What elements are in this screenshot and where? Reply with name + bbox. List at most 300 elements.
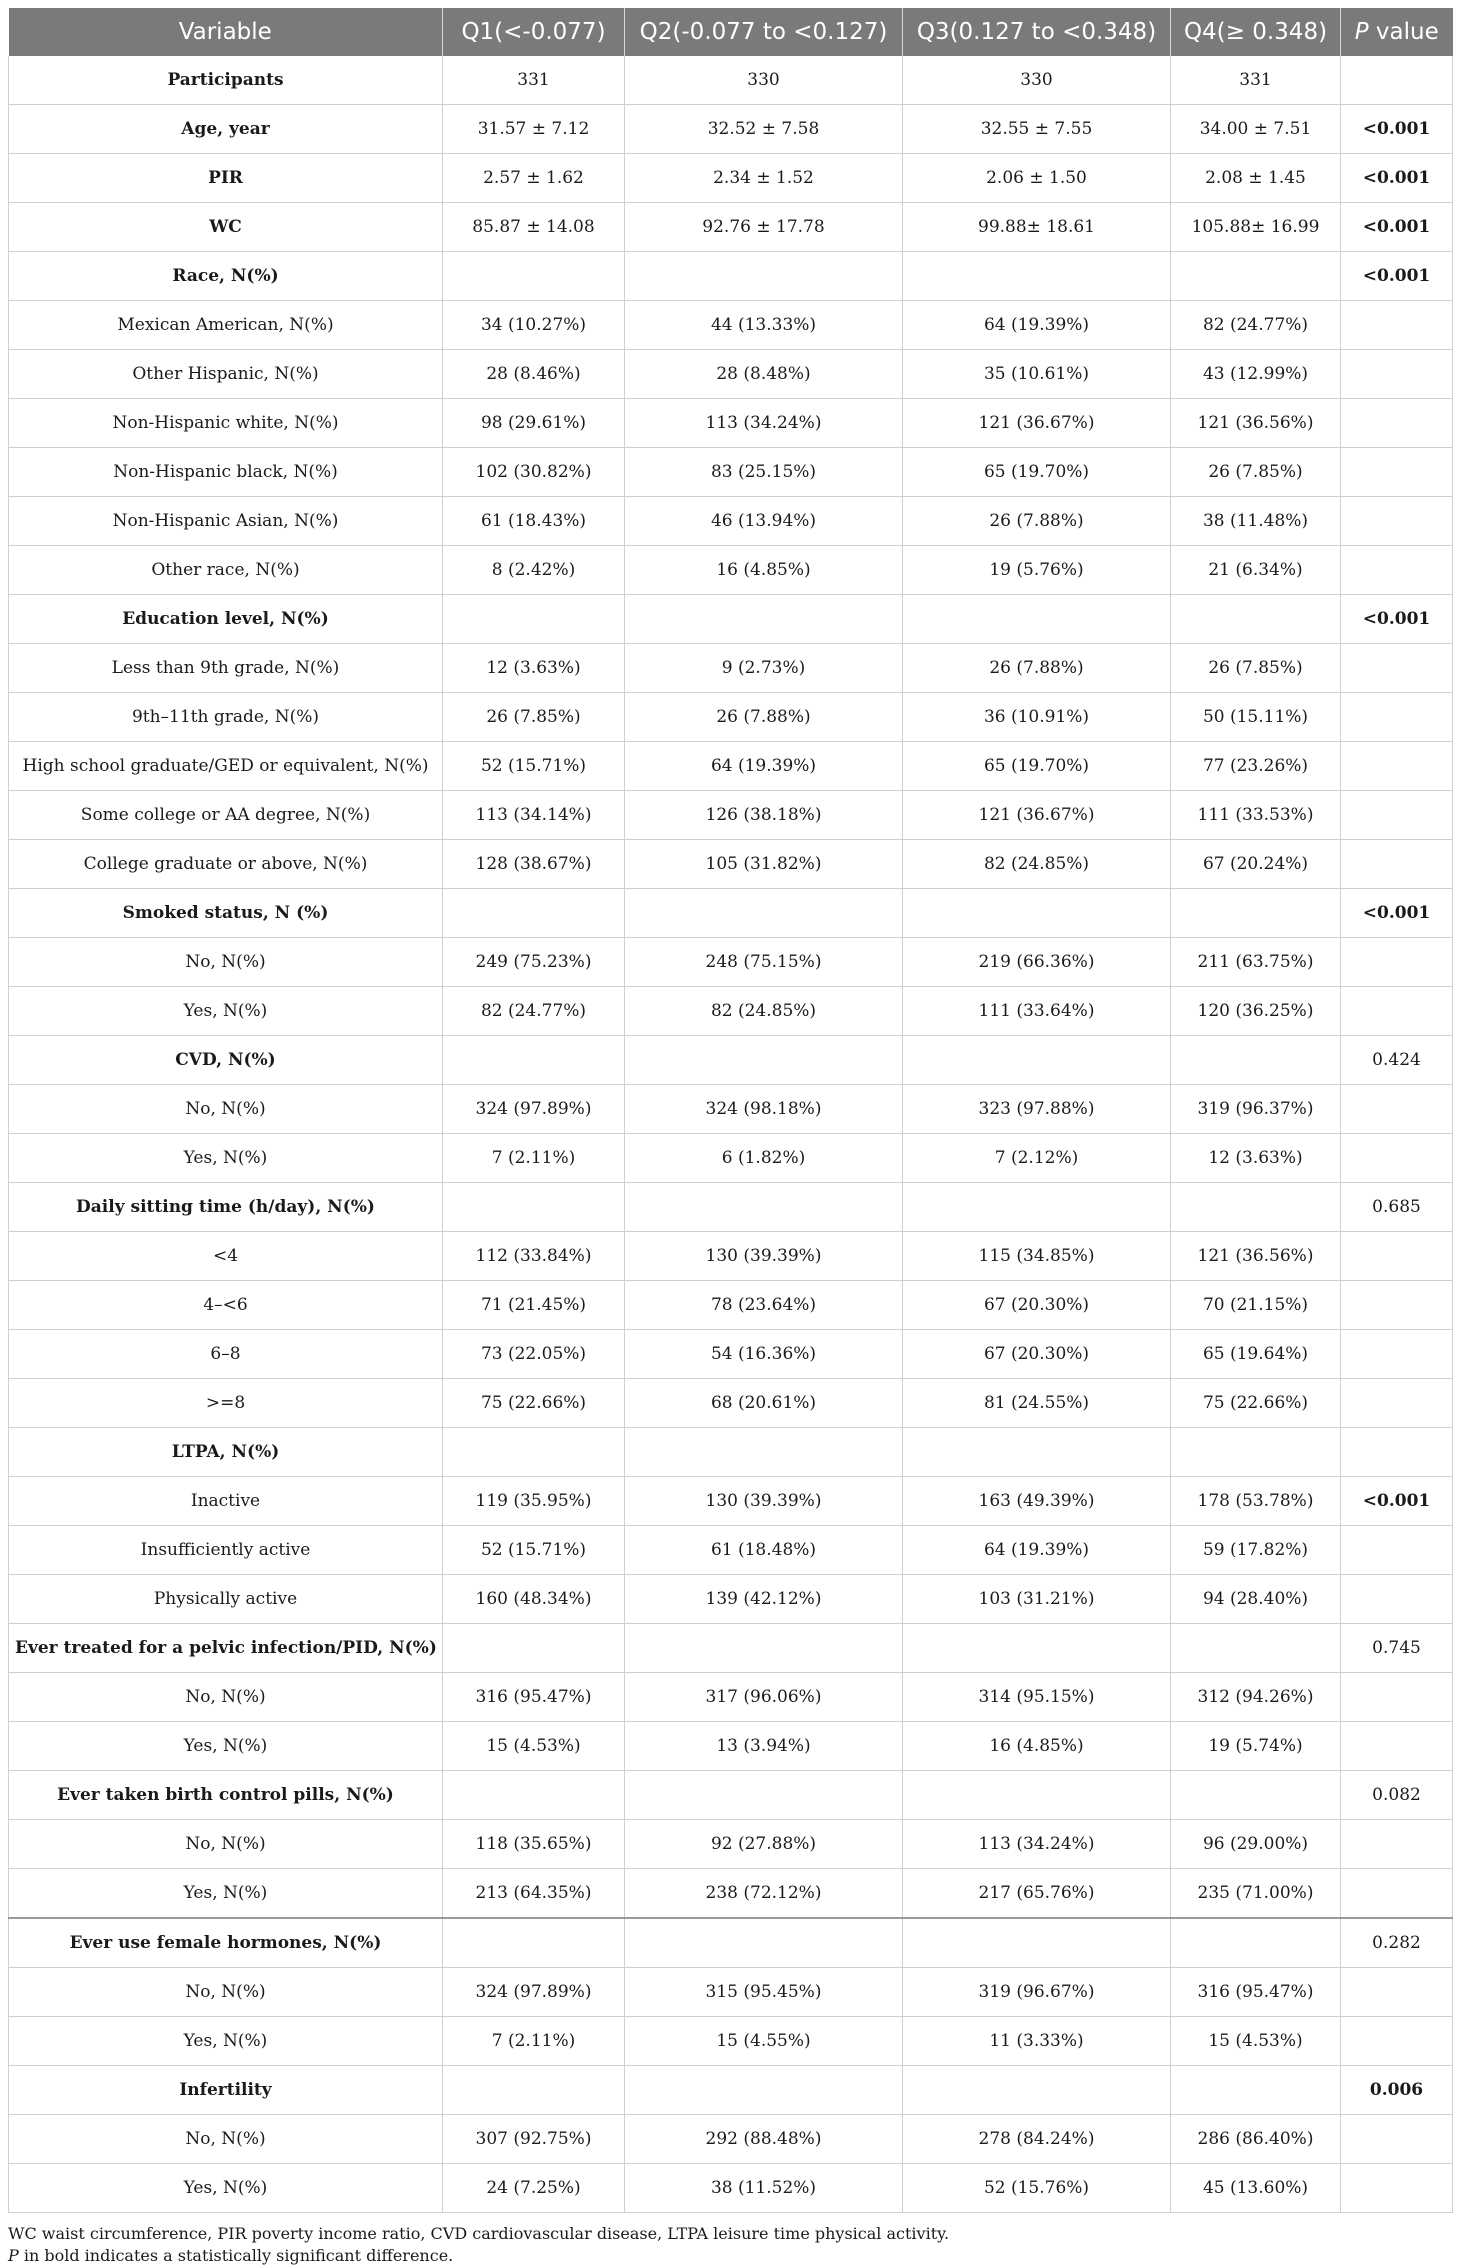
cell-q1: 119 (35.95%) [443, 1477, 625, 1526]
cell-q1 [443, 2066, 625, 2115]
table-row [9, 1722, 1453, 1771]
cell-q4: 316 (95.47%) [1171, 1968, 1341, 2017]
cell-q2: 64 (19.39%) [625, 742, 903, 791]
table-row [9, 693, 1453, 742]
table-body [9, 56, 1453, 2213]
cell-q3: 217 (65.76%) [903, 1869, 1171, 1919]
cell-q3: 26 (7.88%) [903, 497, 1171, 546]
cell-q2: 315 (95.45%) [625, 1968, 903, 2017]
cell-q2: 139 (42.12%) [625, 1575, 903, 1624]
cell-p-value [1341, 987, 1453, 1036]
cell-q1: 98 (29.61%) [443, 399, 625, 448]
cell-q3: 36 (10.91%) [903, 693, 1171, 742]
cell-p-value: 0.685 [1341, 1183, 1453, 1232]
row-label: Inactive [9, 1477, 443, 1526]
cell-q1: 28 (8.46%) [443, 350, 625, 399]
cell-p-value [1341, 1526, 1453, 1575]
cell-q1: 2.57 ± 1.62 [443, 154, 625, 203]
table-row [9, 1869, 1453, 1919]
cell-q2 [625, 1918, 903, 1968]
table-row [9, 448, 1453, 497]
cell-q1 [443, 1183, 625, 1232]
cell-q4: 105.88± 16.99 [1171, 203, 1341, 252]
cell-q2 [625, 595, 903, 644]
cell-q1: 26 (7.85%) [443, 693, 625, 742]
cell-p-value [1341, 1330, 1453, 1379]
cell-q4: 82 (24.77%) [1171, 301, 1341, 350]
row-label: Yes, N(%) [9, 1869, 443, 1919]
cell-q3: 11 (3.33%) [903, 2017, 1171, 2066]
cell-p-value [1341, 693, 1453, 742]
row-label: <4 [9, 1232, 443, 1281]
cell-q1: 112 (33.84%) [443, 1232, 625, 1281]
table-group-row [9, 105, 1453, 154]
table-row [9, 350, 1453, 399]
cell-q3: 67 (20.30%) [903, 1330, 1171, 1379]
cell-p-value [1341, 399, 1453, 448]
row-label: 4–<6 [9, 1281, 443, 1330]
cell-p-value: <0.001 [1341, 252, 1453, 301]
row-label: High school graduate/GED or equivalent, N(%) [9, 742, 443, 791]
table-group-row [9, 1183, 1453, 1232]
cell-q2 [625, 1428, 903, 1477]
row-label: Other race, N(%) [9, 546, 443, 595]
table-row [9, 1526, 1453, 1575]
footnote-significance-text: in bold indicates a statistically significant difference. [18, 2246, 454, 2265]
cell-q3: 16 (4.85%) [903, 1722, 1171, 1771]
cell-q1 [443, 1771, 625, 1820]
row-label: Mexican American, N(%) [9, 301, 443, 350]
cell-q2: 292 (88.48%) [625, 2115, 903, 2164]
cell-q2 [625, 1183, 903, 1232]
cell-p-value: <0.001 [1341, 595, 1453, 644]
cell-q4: 19 (5.74%) [1171, 1722, 1341, 1771]
cell-q4: 26 (7.85%) [1171, 448, 1341, 497]
cell-q1: 52 (15.71%) [443, 1526, 625, 1575]
cell-q3: 65 (19.70%) [903, 448, 1171, 497]
table-row [9, 840, 1453, 889]
cell-q1: 8 (2.42%) [443, 546, 625, 595]
cell-p-value [1341, 1232, 1453, 1281]
cell-q2: 130 (39.39%) [625, 1232, 903, 1281]
cell-p-value: 0.424 [1341, 1036, 1453, 1085]
cell-q2: 330 [625, 56, 903, 105]
cell-q4: 26 (7.85%) [1171, 644, 1341, 693]
table-row [9, 1379, 1453, 1428]
cell-q4: 38 (11.48%) [1171, 497, 1341, 546]
cell-p-value: <0.001 [1341, 154, 1453, 203]
cell-p-value: 0.745 [1341, 1624, 1453, 1673]
table-group-row [9, 595, 1453, 644]
cell-q2: 26 (7.88%) [625, 693, 903, 742]
cell-q3: 65 (19.70%) [903, 742, 1171, 791]
cell-q1: 249 (75.23%) [443, 938, 625, 987]
row-label: Yes, N(%) [9, 987, 443, 1036]
row-label: Race, N(%) [9, 252, 443, 301]
cell-q2 [625, 1624, 903, 1673]
header-p-italic: P [1354, 19, 1369, 45]
cell-p-value [1341, 301, 1453, 350]
cell-q3 [903, 1918, 1171, 1968]
cell-q2: 238 (72.12%) [625, 1869, 903, 1919]
cell-q3: 64 (19.39%) [903, 301, 1171, 350]
table-row [9, 399, 1453, 448]
row-label: No, N(%) [9, 938, 443, 987]
cell-q3 [903, 1036, 1171, 1085]
cell-q3: 319 (96.67%) [903, 1968, 1171, 2017]
cell-q1: 307 (92.75%) [443, 2115, 625, 2164]
cell-q1: 128 (38.67%) [443, 840, 625, 889]
cell-q2: 32.52 ± 7.58 [625, 105, 903, 154]
cell-p-value [1341, 840, 1453, 889]
cell-q3: 2.06 ± 1.50 [903, 154, 1171, 203]
row-label: Yes, N(%) [9, 2164, 443, 2213]
cell-q4 [1171, 1183, 1341, 1232]
header-p-value [1341, 8, 1453, 56]
cell-q4: 21 (6.34%) [1171, 546, 1341, 595]
cell-p-value: <0.001 [1341, 1477, 1453, 1526]
cell-q1: 61 (18.43%) [443, 497, 625, 546]
row-label: Ever treated for a pelvic infection/PID, N(%) [9, 1624, 443, 1673]
row-label: Other Hispanic, N(%) [9, 350, 443, 399]
cell-q4: 2.08 ± 1.45 [1171, 154, 1341, 203]
cell-q2: 54 (16.36%) [625, 1330, 903, 1379]
cell-q1 [443, 1624, 625, 1673]
cell-q4: 120 (36.25%) [1171, 987, 1341, 1036]
cell-q2: 44 (13.33%) [625, 301, 903, 350]
cell-q2: 46 (13.94%) [625, 497, 903, 546]
header-q3: Q3(0.127 to <0.348) [903, 8, 1171, 56]
cell-q3: 7 (2.12%) [903, 1134, 1171, 1183]
cell-q3: 330 [903, 56, 1171, 105]
cell-p-value: 0.282 [1341, 1918, 1453, 1968]
table-row [9, 1575, 1453, 1624]
cell-q4: 111 (33.53%) [1171, 791, 1341, 840]
row-label: College graduate or above, N(%) [9, 840, 443, 889]
table-row [9, 546, 1453, 595]
cell-q4: 286 (86.40%) [1171, 2115, 1341, 2164]
cell-q4: 96 (29.00%) [1171, 1820, 1341, 1869]
cell-q4: 50 (15.11%) [1171, 693, 1341, 742]
cell-q1: 24 (7.25%) [443, 2164, 625, 2213]
table-row [9, 301, 1453, 350]
header-q2: Q2(-0.077 to <0.127) [625, 8, 903, 56]
cell-p-value [1341, 1281, 1453, 1330]
table-row [9, 2017, 1453, 2066]
cell-p-value [1341, 350, 1453, 399]
cell-q3: 115 (34.85%) [903, 1232, 1171, 1281]
table-row [9, 1330, 1453, 1379]
row-label: Yes, N(%) [9, 1134, 443, 1183]
table-row [9, 1134, 1453, 1183]
cell-q4 [1171, 1624, 1341, 1673]
cell-q4 [1171, 252, 1341, 301]
cell-q3: 99.88± 18.61 [903, 203, 1171, 252]
cell-q1: 213 (64.35%) [443, 1869, 625, 1919]
cell-q4 [1171, 1771, 1341, 1820]
cell-p-value: 0.006 [1341, 2066, 1453, 2115]
cell-p-value [1341, 2017, 1453, 2066]
cell-q4: 121 (36.56%) [1171, 399, 1341, 448]
table-row [9, 2115, 1453, 2164]
cell-q1: 316 (95.47%) [443, 1673, 625, 1722]
cell-q2: 126 (38.18%) [625, 791, 903, 840]
cell-q1: 331 [443, 56, 625, 105]
table-row [9, 987, 1453, 1036]
cell-q1: 15 (4.53%) [443, 1722, 625, 1771]
cell-q3 [903, 1428, 1171, 1477]
cell-q1: 118 (35.65%) [443, 1820, 625, 1869]
cell-q3: 113 (34.24%) [903, 1820, 1171, 1869]
cell-q2: 78 (23.64%) [625, 1281, 903, 1330]
cell-q4: 235 (71.00%) [1171, 1869, 1341, 1919]
cell-q2: 9 (2.73%) [625, 644, 903, 693]
cell-q1: 7 (2.11%) [443, 2017, 625, 2066]
table-group-row [9, 1428, 1453, 1477]
cell-q4 [1171, 1428, 1341, 1477]
header-q1: Q1(<-0.077) [443, 8, 625, 56]
table-row [9, 1820, 1453, 1869]
cell-q2 [625, 252, 903, 301]
cell-q4: 34.00 ± 7.51 [1171, 105, 1341, 154]
row-label: No, N(%) [9, 1968, 443, 2017]
row-label: Ever taken birth control pills, N(%) [9, 1771, 443, 1820]
cell-p-value [1341, 1820, 1453, 1869]
cell-q2: 317 (96.06%) [625, 1673, 903, 1722]
cell-p-value [1341, 742, 1453, 791]
cell-q4: 331 [1171, 56, 1341, 105]
cell-q3 [903, 2066, 1171, 2115]
cell-q1: 75 (22.66%) [443, 1379, 625, 1428]
cell-q4: 75 (22.66%) [1171, 1379, 1341, 1428]
table-group-row [9, 1918, 1453, 1968]
cell-p-value [1341, 1379, 1453, 1428]
table-group-row [9, 1036, 1453, 1085]
cell-q3: 32.55 ± 7.55 [903, 105, 1171, 154]
cell-q3: 64 (19.39%) [903, 1526, 1171, 1575]
table-row [9, 938, 1453, 987]
cell-p-value [1341, 497, 1453, 546]
table-row [9, 2164, 1453, 2213]
cell-q4: 178 (53.78%) [1171, 1477, 1341, 1526]
cell-q3: 81 (24.55%) [903, 1379, 1171, 1428]
cell-p-value [1341, 1968, 1453, 2017]
cell-q2 [625, 1036, 903, 1085]
row-label: Physically active [9, 1575, 443, 1624]
cell-p-value [1341, 791, 1453, 840]
cell-p-value [1341, 2115, 1453, 2164]
cell-p-value [1341, 1428, 1453, 1477]
cell-p-value [1341, 1673, 1453, 1722]
cell-q3: 323 (97.88%) [903, 1085, 1171, 1134]
cell-q1: 31.57 ± 7.12 [443, 105, 625, 154]
cell-q1 [443, 252, 625, 301]
cell-q3 [903, 595, 1171, 644]
cell-q3: 219 (66.36%) [903, 938, 1171, 987]
row-label: No, N(%) [9, 1673, 443, 1722]
cell-q4 [1171, 595, 1341, 644]
cell-q2: 324 (98.18%) [625, 1085, 903, 1134]
cell-q2: 68 (20.61%) [625, 1379, 903, 1428]
cell-q2: 16 (4.85%) [625, 546, 903, 595]
cell-q1 [443, 595, 625, 644]
cell-q3 [903, 1771, 1171, 1820]
table-header-row [9, 8, 1453, 56]
cell-q2: 83 (25.15%) [625, 448, 903, 497]
cell-q4: 45 (13.60%) [1171, 2164, 1341, 2213]
cell-q2 [625, 889, 903, 938]
cell-q4: 211 (63.75%) [1171, 938, 1341, 987]
cell-p-value: <0.001 [1341, 889, 1453, 938]
cell-p-value: <0.001 [1341, 203, 1453, 252]
cell-q3 [903, 889, 1171, 938]
cell-q3: 67 (20.30%) [903, 1281, 1171, 1330]
cell-q4: 15 (4.53%) [1171, 2017, 1341, 2066]
row-label: Age, year [9, 105, 443, 154]
cell-q3: 35 (10.61%) [903, 350, 1171, 399]
row-label: Daily sitting time (h/day), N(%) [9, 1183, 443, 1232]
cell-q1: 113 (34.14%) [443, 791, 625, 840]
cell-q2: 105 (31.82%) [625, 840, 903, 889]
cell-q4 [1171, 1036, 1341, 1085]
cell-q4: 77 (23.26%) [1171, 742, 1341, 791]
row-label: Participants [9, 56, 443, 105]
cell-p-value [1341, 546, 1453, 595]
table-row [9, 791, 1453, 840]
cell-p-value [1341, 56, 1453, 105]
cell-q3: 82 (24.85%) [903, 840, 1171, 889]
cell-q3 [903, 1183, 1171, 1232]
row-label: WC [9, 203, 443, 252]
table-row [9, 1281, 1453, 1330]
cell-q3: 278 (84.24%) [903, 2115, 1171, 2164]
cell-p-value [1341, 448, 1453, 497]
table-group-row [9, 1771, 1453, 1820]
row-label: 6–8 [9, 1330, 443, 1379]
table-row [9, 644, 1453, 693]
cell-q4: 312 (94.26%) [1171, 1673, 1341, 1722]
table-row [9, 1968, 1453, 2017]
cell-q3: 52 (15.76%) [903, 2164, 1171, 2213]
row-label: Ever use female hormones, N(%) [9, 1918, 443, 1968]
cell-p-value: 0.082 [1341, 1771, 1453, 1820]
table-row [9, 497, 1453, 546]
cell-q2: 82 (24.85%) [625, 987, 903, 1036]
cell-q2 [625, 2066, 903, 2115]
table-group-row [9, 154, 1453, 203]
table-group-row [9, 56, 1453, 105]
cell-q1 [443, 1036, 625, 1085]
cell-q3 [903, 1624, 1171, 1673]
cell-q1: 324 (97.89%) [443, 1085, 625, 1134]
row-label: Less than 9th grade, N(%) [9, 644, 443, 693]
cell-q1: 52 (15.71%) [443, 742, 625, 791]
cell-q1: 71 (21.45%) [443, 1281, 625, 1330]
cell-q2 [625, 1771, 903, 1820]
cell-q1: 324 (97.89%) [443, 1968, 625, 2017]
cell-q3: 314 (95.15%) [903, 1673, 1171, 1722]
footnote-significance [8, 2245, 1452, 2267]
cell-p-value [1341, 938, 1453, 987]
table-row [9, 1232, 1453, 1281]
footnote-abbreviations: WC waist circumference, PIR poverty income ratio, CVD cardiovascular disease, LTPA leisure time physical activity. [8, 2224, 950, 2243]
row-label: Some college or AA degree, N(%) [9, 791, 443, 840]
cell-q3: 103 (31.21%) [903, 1575, 1171, 1624]
row-label: Education level, N(%) [9, 595, 443, 644]
cell-p-value [1341, 1134, 1453, 1183]
row-label: Yes, N(%) [9, 1722, 443, 1771]
table-row [9, 742, 1453, 791]
cell-q4: 94 (28.40%) [1171, 1575, 1341, 1624]
table-footnotes [8, 2223, 1452, 2267]
table-row [9, 1085, 1453, 1134]
table-container [8, 8, 1452, 2267]
row-label: Yes, N(%) [9, 2017, 443, 2066]
cell-q3: 111 (33.64%) [903, 987, 1171, 1036]
cell-q4: 65 (19.64%) [1171, 1330, 1341, 1379]
table-group-row [9, 889, 1453, 938]
table-row [9, 1673, 1453, 1722]
table-group-row [9, 252, 1453, 301]
cell-p-value [1341, 1085, 1453, 1134]
footnote-p-italic: P [8, 2246, 19, 2265]
cell-p-value [1341, 2164, 1453, 2213]
row-label: PIR [9, 154, 443, 203]
cell-q1: 102 (30.82%) [443, 448, 625, 497]
row-label: Insufficiently active [9, 1526, 443, 1575]
cell-q4: 121 (36.56%) [1171, 1232, 1341, 1281]
cell-q3: 163 (49.39%) [903, 1477, 1171, 1526]
table-group-row [9, 1624, 1453, 1673]
cell-p-value [1341, 1575, 1453, 1624]
cell-q3: 121 (36.67%) [903, 399, 1171, 448]
cell-q1: 82 (24.77%) [443, 987, 625, 1036]
row-label: No, N(%) [9, 1820, 443, 1869]
cell-q2: 61 (18.48%) [625, 1526, 903, 1575]
cell-q4 [1171, 1918, 1341, 1968]
row-label: 9th–11th grade, N(%) [9, 693, 443, 742]
cell-q1: 7 (2.11%) [443, 1134, 625, 1183]
cell-q1: 85.87 ± 14.08 [443, 203, 625, 252]
cell-q2: 6 (1.82%) [625, 1134, 903, 1183]
cell-q2: 248 (75.15%) [625, 938, 903, 987]
cell-q1: 12 (3.63%) [443, 644, 625, 693]
cell-q2: 15 (4.55%) [625, 2017, 903, 2066]
row-label: >=8 [9, 1379, 443, 1428]
cell-p-value [1341, 1869, 1453, 1919]
cell-q1: 34 (10.27%) [443, 301, 625, 350]
row-label: Non-Hispanic Asian, N(%) [9, 497, 443, 546]
cell-q1: 73 (22.05%) [443, 1330, 625, 1379]
row-label: Infertility [9, 2066, 443, 2115]
cell-q1: 160 (48.34%) [443, 1575, 625, 1624]
table-group-row [9, 203, 1453, 252]
cell-q3 [903, 252, 1171, 301]
cell-q4: 70 (21.15%) [1171, 1281, 1341, 1330]
row-label: No, N(%) [9, 2115, 443, 2164]
cell-q3: 26 (7.88%) [903, 644, 1171, 693]
cell-q4 [1171, 889, 1341, 938]
cell-q2: 13 (3.94%) [625, 1722, 903, 1771]
cell-p-value [1341, 644, 1453, 693]
header-variable: Variable [9, 8, 443, 56]
cell-q4 [1171, 2066, 1341, 2115]
row-label: Smoked status, N (%) [9, 889, 443, 938]
baseline-characteristics-table [8, 8, 1453, 2213]
cell-q2: 92 (27.88%) [625, 1820, 903, 1869]
row-label: Non-Hispanic black, N(%) [9, 448, 443, 497]
row-label: LTPA, N(%) [9, 1428, 443, 1477]
